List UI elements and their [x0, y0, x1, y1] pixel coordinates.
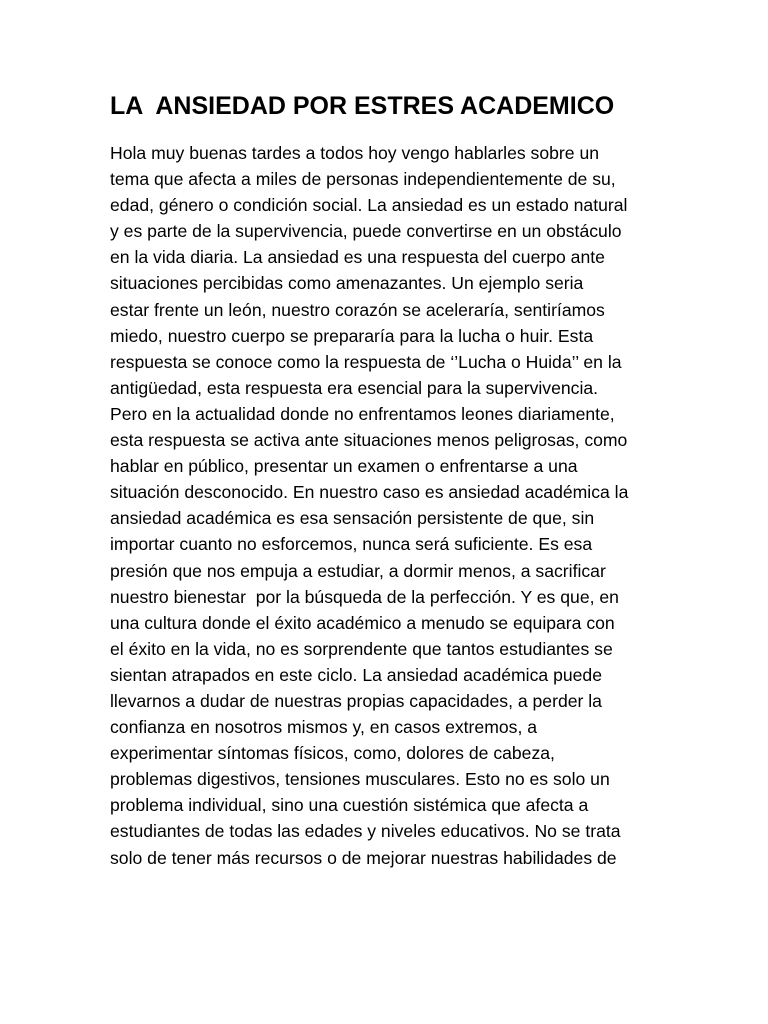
- body-line: ansiedad académica es esa sensación persistente de que, sin: [110, 508, 595, 529]
- document-title: LA ANSIEDAD POR ESTRES ACADEMICO: [110, 92, 615, 120]
- body-line: tema que afecta a miles de personas independientemente de su,: [110, 169, 616, 190]
- body-line: sientan atrapados en este ciclo. La ansiedad académica puede: [110, 664, 602, 685]
- body-line: problema individual, sino una cuestión sistémica que afecta a: [110, 795, 589, 816]
- body-line: miedo, nuestro cuerpo se prepararía para la lucha o huir. Esta: [110, 325, 594, 346]
- body-line: el éxito en la vida, no es sorprendente que tantos estudiantes se: [110, 638, 613, 659]
- body-line: antigüedad, esta respuesta era esencial para la supervivencia.: [110, 377, 599, 398]
- body-line: situaciones percibidas como amenazantes. Un ejemplo seria: [110, 273, 584, 294]
- body-line: confianza en nosotros mismos y, en casos extremos, a: [110, 717, 538, 738]
- body-line: una cultura donde el éxito académico a menudo se equipara con: [110, 612, 615, 633]
- body-line: esta respuesta se activa ante situaciones menos peligrosas, como: [110, 430, 628, 451]
- body-line: importar cuanto no esforcemos, nunca será suficiente. Es esa: [110, 534, 593, 555]
- body-line: edad, género o condición social. La ansiedad es un estado natural: [110, 195, 628, 216]
- body-line: estudiantes de todas las edades y niveles educativos. No se trata: [110, 821, 621, 842]
- document-body: [110, 140, 670, 871]
- body-line: presión que nos empuja a estudiar, a dormir menos, a sacrificar: [110, 560, 606, 581]
- body-line: respuesta se conoce como la respuesta de ‘’Lucha o Huida’’ en la: [110, 351, 622, 372]
- body-line: Hola muy buenas tardes a todos hoy vengo hablarles sobre un: [110, 143, 600, 163]
- body-line: Pero en la actualidad donde no enfrentamos leones diariamente,: [110, 403, 615, 424]
- body-line: situación desconocido. En nuestro caso es ansiedad académica la: [110, 482, 629, 503]
- body-line: experimentar síntomas físicos, como, dolores de cabeza,: [110, 743, 555, 764]
- body-line: problemas digestivos, tensiones musculares. Esto no es solo un: [110, 769, 610, 790]
- body-line: estar frente un león, nuestro corazón se aceleraría, sentiríamos: [110, 299, 605, 320]
- body-line: solo de tener más recursos o de mejorar nuestras habilidades de: [110, 847, 617, 868]
- body-line: nuestro bienestar por la búsqueda de la perfección. Y es que, en: [110, 586, 619, 607]
- body-line: hablar en público, presentar un examen o enfrentarse a una: [110, 456, 578, 477]
- body-line: llevarnos a dudar de nuestras propias capacidades, a perder la: [110, 690, 602, 711]
- body-line: en la vida diaria. La ansiedad es una respuesta del cuerpo ante: [110, 247, 605, 268]
- body-line: y es parte de la supervivencia, puede convertirse en un obstáculo: [110, 221, 622, 242]
